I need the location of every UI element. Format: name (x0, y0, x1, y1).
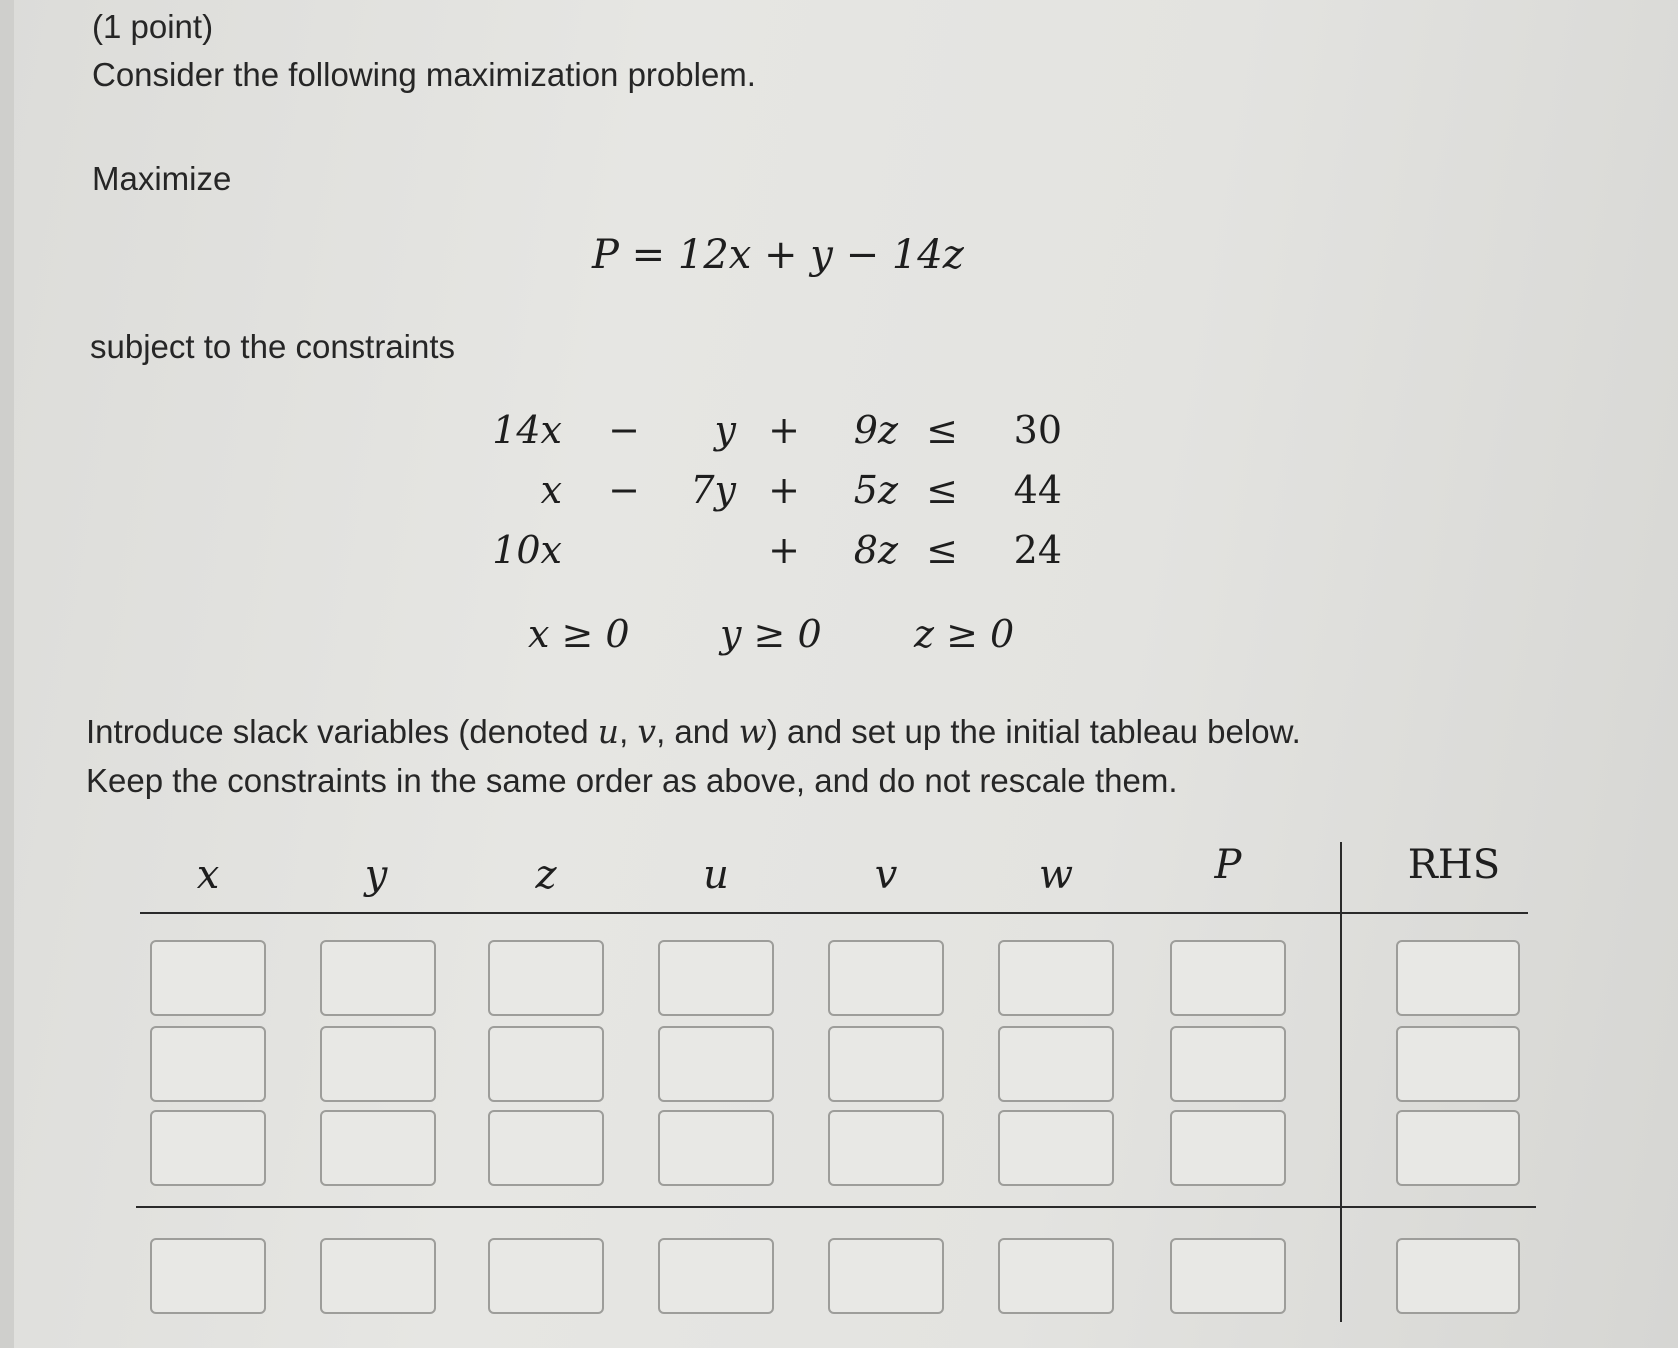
tableau-input-row-1-rhs[interactable] (1396, 940, 1520, 1016)
tableau-input-row-1-p[interactable] (1170, 940, 1286, 1016)
tableau-input-row-3-rhs[interactable] (1396, 1110, 1520, 1186)
tableau-header-v: v (874, 852, 898, 898)
tableau-input-row-2-v[interactable] (828, 1026, 944, 1102)
instruction-line-1: Introduce slack variables (denoted u, v, and w) and set up the initial tableau below. (86, 712, 1301, 751)
page-left-edge (0, 0, 14, 1348)
objective-function: P = 12x + y − 14z (592, 232, 964, 278)
tableau-input-row-3-p[interactable] (1170, 1110, 1286, 1186)
instruction-text-a: Introduce slack variables (denoted (86, 713, 598, 750)
tableau-header-x: x (196, 852, 220, 898)
tableau-input-row-3-u[interactable] (658, 1110, 774, 1186)
constraint-1-sign-2: + (768, 408, 800, 452)
tableau-input-row-1-v[interactable] (828, 940, 944, 1016)
tableau-input-row-2-z[interactable] (488, 1026, 604, 1102)
constraint-2-y-term: 7y (690, 468, 736, 512)
tableau-input-objective-v[interactable] (828, 1238, 944, 1314)
tableau-header-p: P (1214, 842, 1242, 888)
constraint-3-relation: ≤ (926, 528, 958, 572)
slack-var-w: w (738, 712, 767, 751)
instruction-text-b: ) and set up the initial tableau below. (766, 713, 1301, 750)
tableau-header-y: y (364, 852, 388, 898)
constraint-3-z-term: 8z (853, 528, 898, 572)
nonneg-x: x ≥ 0 (528, 612, 630, 656)
tableau-input-row-2-x[interactable] (150, 1026, 266, 1102)
tableau-input-row-1-u[interactable] (658, 940, 774, 1016)
nonneg-z: z ≥ 0 (914, 612, 1015, 656)
objective-row-divider (136, 1206, 1536, 1208)
tableau-input-row-3-w[interactable] (998, 1110, 1114, 1186)
tableau-input-row-3-v[interactable] (828, 1110, 944, 1186)
tableau-input-row-2-w[interactable] (998, 1026, 1114, 1102)
tableau-input-row-3-y[interactable] (320, 1110, 436, 1186)
tableau-input-row-1-y[interactable] (320, 940, 436, 1016)
tableau-input-objective-y[interactable] (320, 1238, 436, 1314)
constraint-1-bound: 30 (1013, 408, 1062, 452)
constraint-1-relation: ≤ (926, 408, 958, 452)
tableau-input-row-1-z[interactable] (488, 940, 604, 1016)
constraint-2-z-term: 5z (853, 468, 898, 512)
slack-var-v: v (637, 712, 657, 751)
constraint-1-z-term: 9z (853, 408, 898, 452)
tableau-input-row-2-u[interactable] (658, 1026, 774, 1102)
objective-lhs: P (592, 232, 619, 278)
constraint-1-y-term: y (714, 408, 736, 452)
tableau-input-row-2-p[interactable] (1170, 1026, 1286, 1102)
rhs-divider (1340, 842, 1342, 1322)
constraint-2-bound: 44 (1013, 468, 1062, 512)
constraint-2-relation: ≤ (926, 468, 958, 512)
constraint-3-sign-2: + (768, 528, 800, 572)
tableau-header-w: w (1038, 852, 1074, 898)
header-divider (140, 912, 1528, 914)
constraint-2-sign-1: − (608, 468, 640, 512)
tableau-input-objective-rhs[interactable] (1396, 1238, 1520, 1314)
constraint-3-x-term: 10x (492, 528, 562, 572)
instruction-line-2: Keep the constraints in the same order as above, and do not rescale them. (86, 762, 1178, 799)
maximize-label: Maximize (92, 160, 232, 197)
constraints-label: subject to the constraints (90, 328, 456, 365)
problem-intro: Consider the following maximization problem. (92, 56, 756, 93)
slack-var-u: u (597, 712, 620, 751)
constraint-3-bound: 24 (1013, 528, 1062, 572)
tableau-header-rhs: RHS (1407, 842, 1501, 888)
tableau-input-objective-w[interactable] (998, 1238, 1114, 1314)
constraint-2-sign-2: + (768, 468, 800, 512)
tableau-input-row-1-w[interactable] (998, 940, 1114, 1016)
tableau-input-objective-u[interactable] (658, 1238, 774, 1314)
tableau-input-row-3-x[interactable] (150, 1110, 266, 1186)
tableau-input-objective-x[interactable] (150, 1238, 266, 1314)
constraint-1-x-term: 14x (492, 408, 562, 452)
tableau-input-row-3-z[interactable] (488, 1110, 604, 1186)
objective-rhs: 12x + y − 14z (677, 232, 964, 278)
nonneg-y: y ≥ 0 (720, 612, 822, 656)
tableau-header-z: z (535, 852, 557, 898)
tableau-input-objective-z[interactable] (488, 1238, 604, 1314)
tableau-input-row-2-y[interactable] (320, 1026, 436, 1102)
constraint-2-x-term: x (540, 468, 562, 512)
tableau-input-row-1-x[interactable] (150, 940, 266, 1016)
constraint-1-sign-1: − (608, 408, 640, 452)
points-label: (1 point) (92, 8, 214, 45)
tableau-input-row-2-rhs[interactable] (1396, 1026, 1520, 1102)
tableau-header-u: u (703, 852, 729, 898)
tableau-input-objective-p[interactable] (1170, 1238, 1286, 1314)
